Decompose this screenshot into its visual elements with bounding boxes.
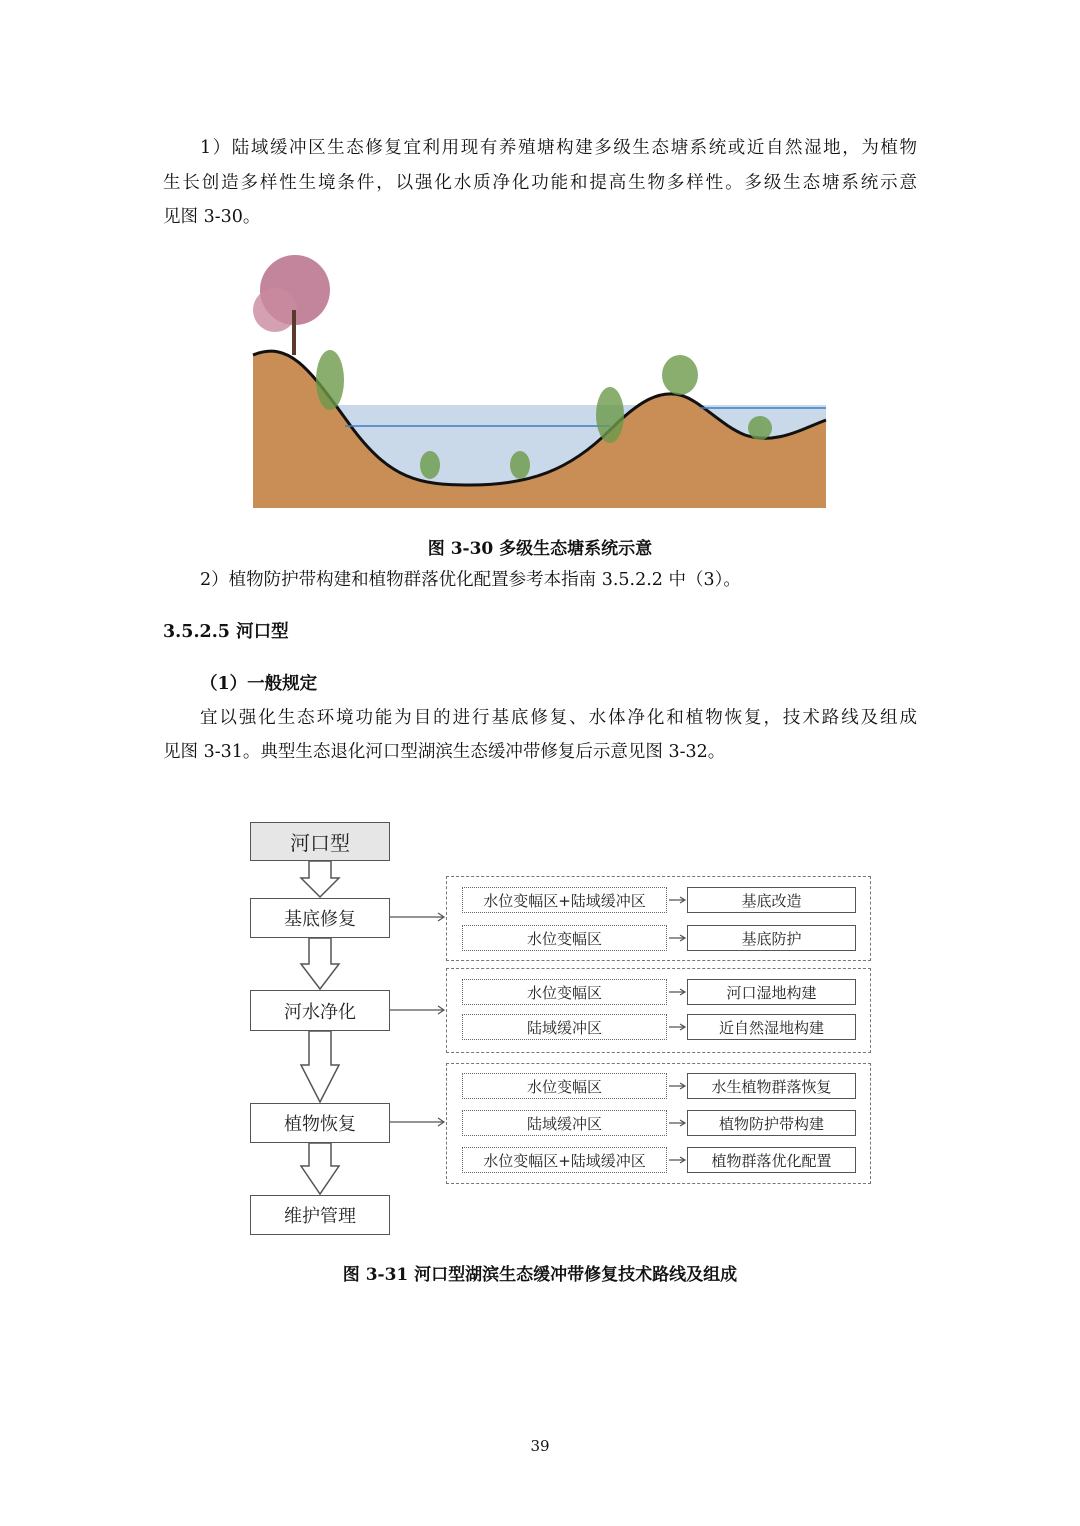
- action-box: 植物防护带构建: [687, 1110, 856, 1136]
- figure-caption: 图 3-30 多级生态塘系统示意: [427, 539, 653, 559]
- para1-line: 生长创造多样性生境条件，以强化水质净化功能和提高生物多样性。多级生态塘系统示意: [163, 173, 917, 193]
- flow-step-box: 植物恢复: [250, 1103, 390, 1143]
- flow-step-box: 维护管理: [250, 1195, 390, 1235]
- action-box: 基底改造: [687, 887, 856, 913]
- down-arrow: [301, 861, 339, 897]
- zone-box: 水位变幅区: [462, 1073, 667, 1099]
- action-box: 植物群落优化配置: [687, 1147, 856, 1173]
- para1-line: 1）陆域缓冲区生态修复宜利用现有养殖塘构建多级生态塘系统或近自然湿地，为植物: [200, 138, 917, 158]
- flow-root-box: 河口型: [250, 822, 390, 861]
- zone-box: 陆域缓冲区: [462, 1014, 667, 1040]
- down-arrow: [301, 1143, 339, 1194]
- subsection-heading: （1）一般规定: [200, 674, 318, 694]
- down-arrow: [301, 1031, 339, 1102]
- para3-line: 宜以强化生态环境功能为目的进行基底修复、水体净化和植物恢复，技术路线及组成: [200, 708, 917, 728]
- section-heading: 3.5.2.5 河口型: [163, 622, 289, 642]
- figure-caption: 图 3-31 河口型湖滨生态缓冲带修复技术路线及组成: [342, 1265, 738, 1285]
- action-box: 基底防护: [687, 925, 856, 951]
- flow-step-box: 基底修复: [250, 898, 390, 938]
- action-box: 近自然湿地构建: [687, 1014, 856, 1040]
- action-box: 水生植物群落恢复: [687, 1073, 856, 1099]
- flow-step-box: 河水净化: [250, 990, 390, 1031]
- para3-line: 见图 3-31。典型生态退化河口型湖滨生态缓冲带修复后示意见图 3-32。: [163, 742, 726, 762]
- zone-box: 水位变幅区+陆域缓冲区: [462, 887, 667, 913]
- page-number: 39: [530, 1437, 550, 1455]
- zone-box: 水位变幅区: [462, 979, 667, 1005]
- paragraph: 2）植物防护带构建和植物群落优化配置参考本指南 3.5.2.2 中（3）。: [200, 570, 741, 590]
- zone-box: 水位变幅区+陆域缓冲区: [462, 1147, 667, 1173]
- para1-line: 见图 3-30。: [163, 207, 261, 227]
- zone-box: 陆域缓冲区: [462, 1110, 667, 1136]
- action-box: 河口湿地构建: [687, 979, 856, 1005]
- zone-box: 水位变幅区: [462, 925, 667, 951]
- down-arrow: [301, 938, 339, 989]
